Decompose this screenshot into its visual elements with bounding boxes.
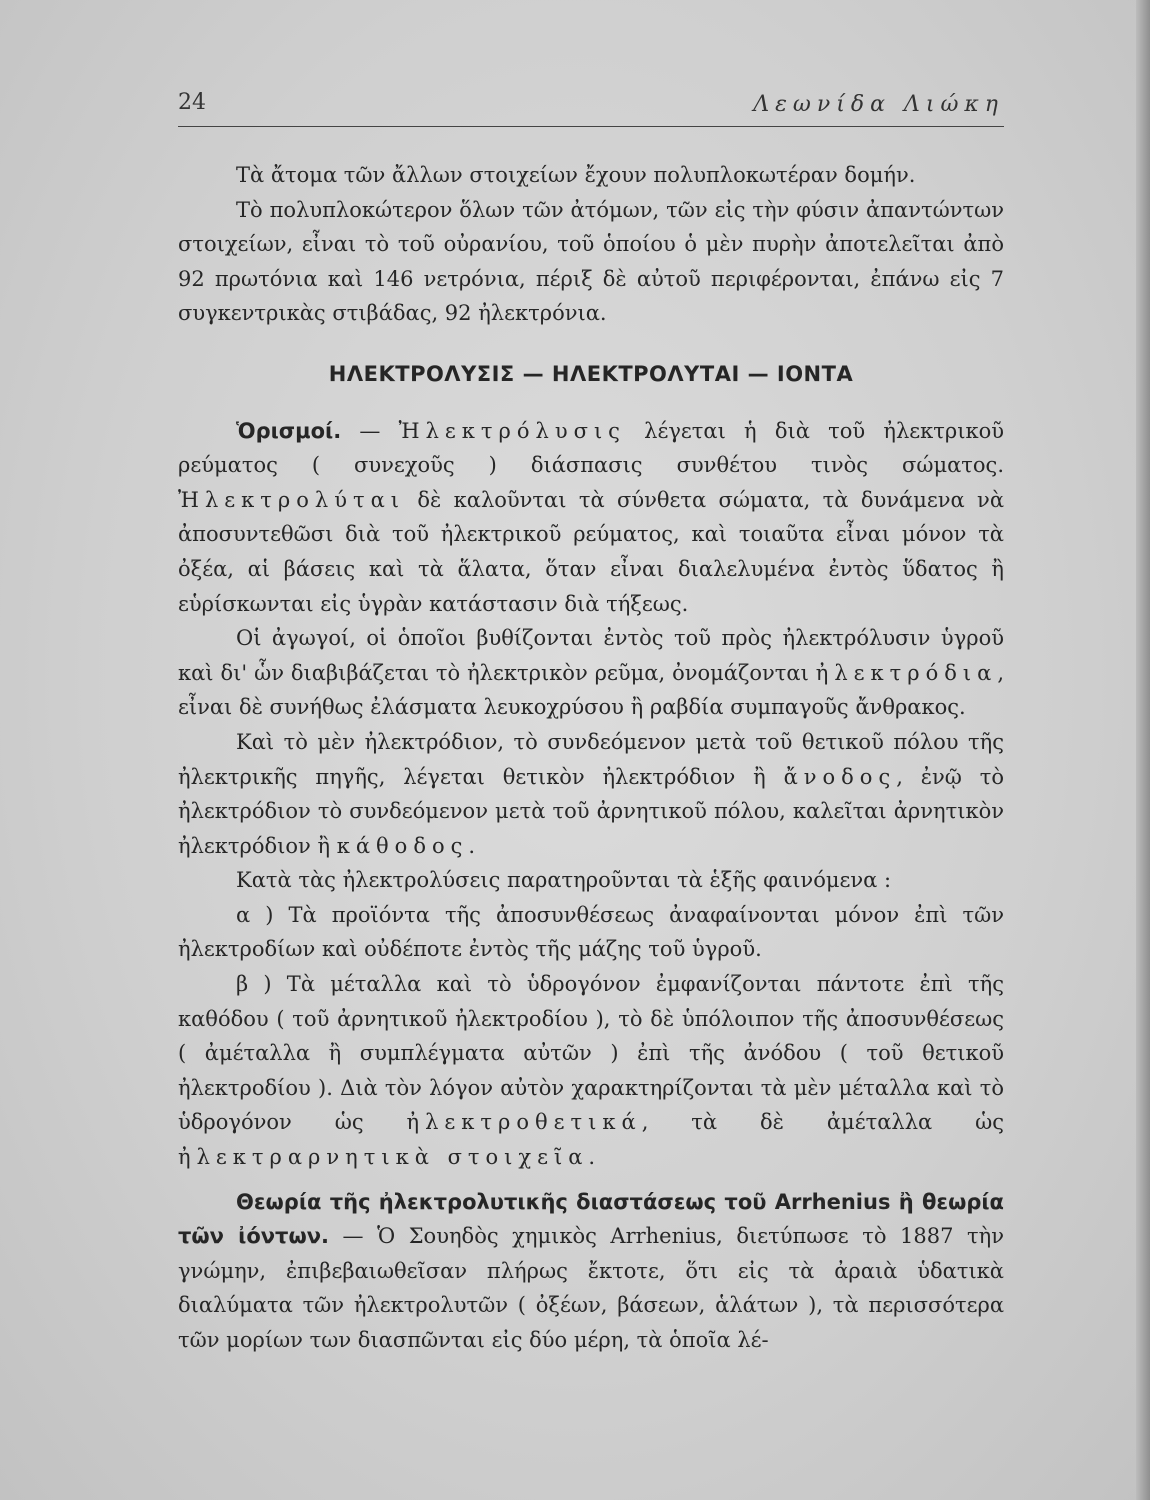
definitions-label: Ὁρισμοί. [236, 418, 342, 443]
term-electronegative: ἠλεκτραρνητικὰ στοιχεῖα [178, 1145, 589, 1170]
definitions-text-b: δὲ καλοῦνται τὰ σύνθετα σώματα, τὰ δυνάμενα νὰ ἀποσυντεθῶσι διὰ τοῦ ἠλεκτρικοῦ ρεύματος, καὶ τοιαῦτα εἶναι μόνον τὰ ὀξέα, αἱ βάσεις καὶ τὰ ἅλατα, ὅταν εἶναι διαλελυμένα ἐντὸς ὕδατος ἢ εὑρίσκωνται εἰς ὑγρὰν κατάστασιν διὰ τήξεως. [178, 487, 1004, 616]
term-electropositive: ἠλεκτροθετικά [406, 1110, 642, 1135]
definitions-dash: — [341, 418, 399, 443]
anode-text-a: Καὶ τὸ μὲν ἠλεκτρόδιον, τὸ συνδεόμενον μετὰ τοῦ θετικοῦ πόλου τῆς ἠλεκτρικῆς πηγῆς, λέγεται θετικὸν ἠλεκτρόδιον ἢ [178, 729, 1004, 789]
beta-text-b: , τὰ δὲ ἀμέταλλα ὡς [641, 1110, 1004, 1135]
theory-dash: — [329, 1224, 378, 1249]
section-heading: ΗΛΕΚΤΡΟΛΥΣΙΣ — ΗΛΕΚΤΡΟΛΥΤΑΙ — ΙΟΝΤΑ [328, 361, 854, 386]
running-title: Λεωνίδα Λιώκη [753, 92, 1004, 117]
anode-text-b: , ἐνῷ τὸ ἠλεκτρόδιον τὸ συνδεόμενον μετὰ τοῦ ἀρνητικοῦ πόλου, καλεῖται ἀρνητικὸν ἠλεκτρόδιον ἢ [178, 764, 1005, 858]
paragraph-electrodes [178, 621, 1004, 725]
page-header [178, 90, 1004, 127]
paragraph-anode-cathode [178, 725, 1004, 863]
electrodes-text-a: Οἱ ἀγωγοί, οἱ ὁποῖοι βυθίζονται ἐντὸς τοῦ πρὸς ἠλεκτρόλυσιν ὑγροῦ καὶ δι' ὧν διαβιβάζεται τὸ ἠλεκτρικὸν ρεῦμα, ὀνομάζονται [178, 626, 1004, 685]
paragraph-atoms: Τὰ ἄτομα τῶν ἄλλων στοιχείων ἔχουν πολυπλοκωτέραν δομήν. [236, 163, 916, 187]
term-cathode: κάθοδος [336, 833, 469, 858]
page-body [178, 158, 1004, 1358]
paragraph-beta [178, 967, 1004, 1175]
term-electrolysis: Ἠλεκτρόλυσις [398, 418, 626, 443]
theory-text: Ὁ Σουηδὸς χημικὸς Arrhenius, διετύπωσε τὸ 1887 τὴν γνώμην, ἐπιβεβαιωθεῖσαν πλήρως ἔκτοτε, ὅτι εἰς τὰ ἀραιὰ ὑδατικὰ διαλύματα τῶν ἠλεκτρολυτῶν ( ὀξέων, βάσεων, ἁλάτων ), τὰ περισσότερα τῶν μορίων των διασπῶνται εἰς δύο μέρη, τὰ ὁποῖα λέ- [178, 1224, 1004, 1352]
electrodes-text-b: , εἶναι δὲ συνήθως ἐλάσματα λευκοχρύσου ἢ ραβδία συμπαγοῦς ἄνθρακος. [178, 660, 1004, 720]
beta-text-c: . [588, 1145, 596, 1170]
anode-text-c: . [468, 833, 476, 858]
paragraph-arrhenius [178, 1185, 1004, 1358]
term-anode: ἄνοδος [783, 764, 897, 789]
term-electrolytes: Ἠλεκτρολύται [178, 487, 405, 512]
paragraph-definitions [178, 414, 1004, 622]
paragraph-alpha: α ) Τὰ προϊόντα τῆς ἀποσυνθέσεως ἀναφαίνονται μόνον ἐπὶ τῶν ἠλεκτροδίων καὶ οὐδέποτε ἐντὸς τῆς μάζης τοῦ ὑγροῦ. [178, 902, 1004, 962]
beta-text-a: β ) Τὰ μέταλλα καὶ τὸ ὑδρογόνον ἐμφανίζονται πάντοτε ἐπὶ τῆς καθόδου ( τοῦ ἀρνητικοῦ ἠλεκτροδίου ), τὸ δὲ ὑπόλοιπον τῆς ἀποσυνθέσεως ( ἀμέταλλα ἢ συμπλέγματα αὐτῶν ) ἐπὶ τῆς ἀνόδου ( τοῦ θετικοῦ ἠλεκτροδίου ). Διὰ τὸν λόγον αὐτὸν χαρακτηρίζονται τὰ μὲν μέταλλα καὶ τὸ ὑδρογόνον ὡς [178, 972, 1004, 1135]
paragraph-phenomena: Κατὰ τὰς ἠλεκτρολύσεις παρατηροῦνται τὰ ἑξῆς φαινόμενα : [236, 868, 892, 893]
page-edge-shadow [1136, 0, 1150, 1500]
term-electrodes: ἠλεκτρόδια [815, 660, 998, 685]
definitions-text-a: λέγεται ἡ διὰ τοῦ ἠλεκτρικοῦ ρεύματος ( συνεχοῦς ) διάσπασις συνθέτου τινὸς σώματος. [178, 418, 1004, 478]
page-number: 24 [178, 90, 206, 115]
paragraph-uranium: Τὸ πολυπλοκώτερον ὅλων τῶν ἀτόμων, τῶν εἰς τὴν φύσιν ἀπαντώντων στοιχείων, εἶναι τὸ τοῦ οὐρανίου, τοῦ ὁποίου ὁ μὲν πυρὴν ἀποτελεῖται ἀπὸ 92 πρωτόνια καὶ 146 νετρόνια, πέριξ δὲ αὐτοῦ περιφέρονται, ἐπάνω εἰς 7 συγκεντρικὰς στιβάδας, 92 ἠλεκτρόνια. [178, 197, 1004, 326]
theory-title: Θεωρία τῆς ἠλεκτρολυτικῆς διαστάσεως τοῦ Arrhenius ἢ θεωρία τῶν ἰόντων. [178, 1189, 1004, 1249]
